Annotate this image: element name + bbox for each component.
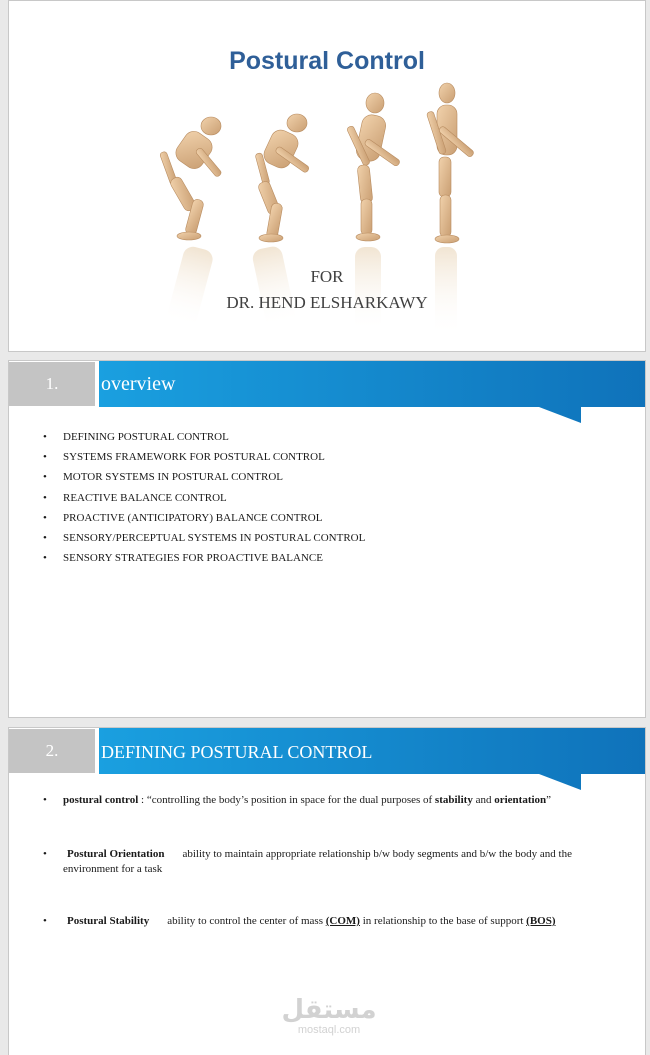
slide-number: 2.: [9, 729, 95, 773]
term: postural control: [63, 794, 139, 806]
slide-title: Postural Control: [229, 47, 425, 75]
term: Postural Stability: [67, 915, 150, 927]
for-label: FOR: [310, 267, 344, 286]
definitions-slide: [8, 727, 646, 1055]
watermark-latin: mostaql.com: [297, 1024, 361, 1036]
list-item: • SENSORY/PERCEPTUAL SYSTEMS IN POSTURAL CONTROL: [43, 528, 365, 548]
abbreviation: (BOS): [526, 915, 556, 927]
list-item: • MOTOR SYSTEMS IN POSTURAL CONTROL: [43, 467, 365, 487]
list-item: • REACTIVE BALANCE CONTROL: [43, 488, 365, 508]
definition-text: ability to control the center of mass: [167, 915, 326, 927]
list-item: • SYSTEMS FRAMEWORK FOR POSTURAL CONTROL: [43, 447, 365, 467]
mostaql-watermark: [279, 996, 379, 1036]
definition-text: and: [472, 794, 495, 806]
title-slide: [8, 0, 646, 352]
overview-slide: [8, 360, 646, 718]
bullet: •: [43, 848, 47, 860]
definition-postural-control: [43, 793, 613, 808]
abbreviation: (COM): [325, 915, 360, 927]
watermark-arabic: مستقل: [281, 995, 377, 1025]
definition-postural-orientation: [43, 847, 613, 877]
list-item: • PROACTIVE (ANTICIPATORY) BALANCE CONTROL: [43, 508, 365, 528]
definition-text: in relationship to the base of support: [359, 915, 527, 927]
definition-text: : “controlling the body’s position in space for the dual purposes of: [138, 794, 435, 806]
slide-heading: DEFINING POSTURAL CONTROL: [101, 742, 373, 762]
slide-number: 1.: [9, 362, 95, 406]
definition-text: ability to maintain appropriate relationship b/w body segments and b/w the body and the environment for a task: [63, 848, 572, 875]
list-item: • DEFINING POSTURAL CONTROL: [43, 427, 365, 447]
definition-text: ”: [546, 794, 552, 806]
definition-postural-stability: [43, 914, 613, 929]
bullet: •: [43, 794, 47, 806]
presenter-name: DR. HEND ELSHARKAWY: [226, 293, 428, 312]
keyword: orientation: [494, 794, 547, 806]
bullet: •: [43, 915, 47, 927]
overview-list: [43, 427, 365, 568]
list-item: • SENSORY STRATEGIES FOR PROACTIVE BALANCE: [43, 548, 365, 568]
term: Postural Orientation: [67, 848, 165, 860]
keyword: stability: [434, 794, 473, 806]
header-blue-band: [95, 361, 646, 423]
slide-heading: overview: [101, 373, 176, 395]
